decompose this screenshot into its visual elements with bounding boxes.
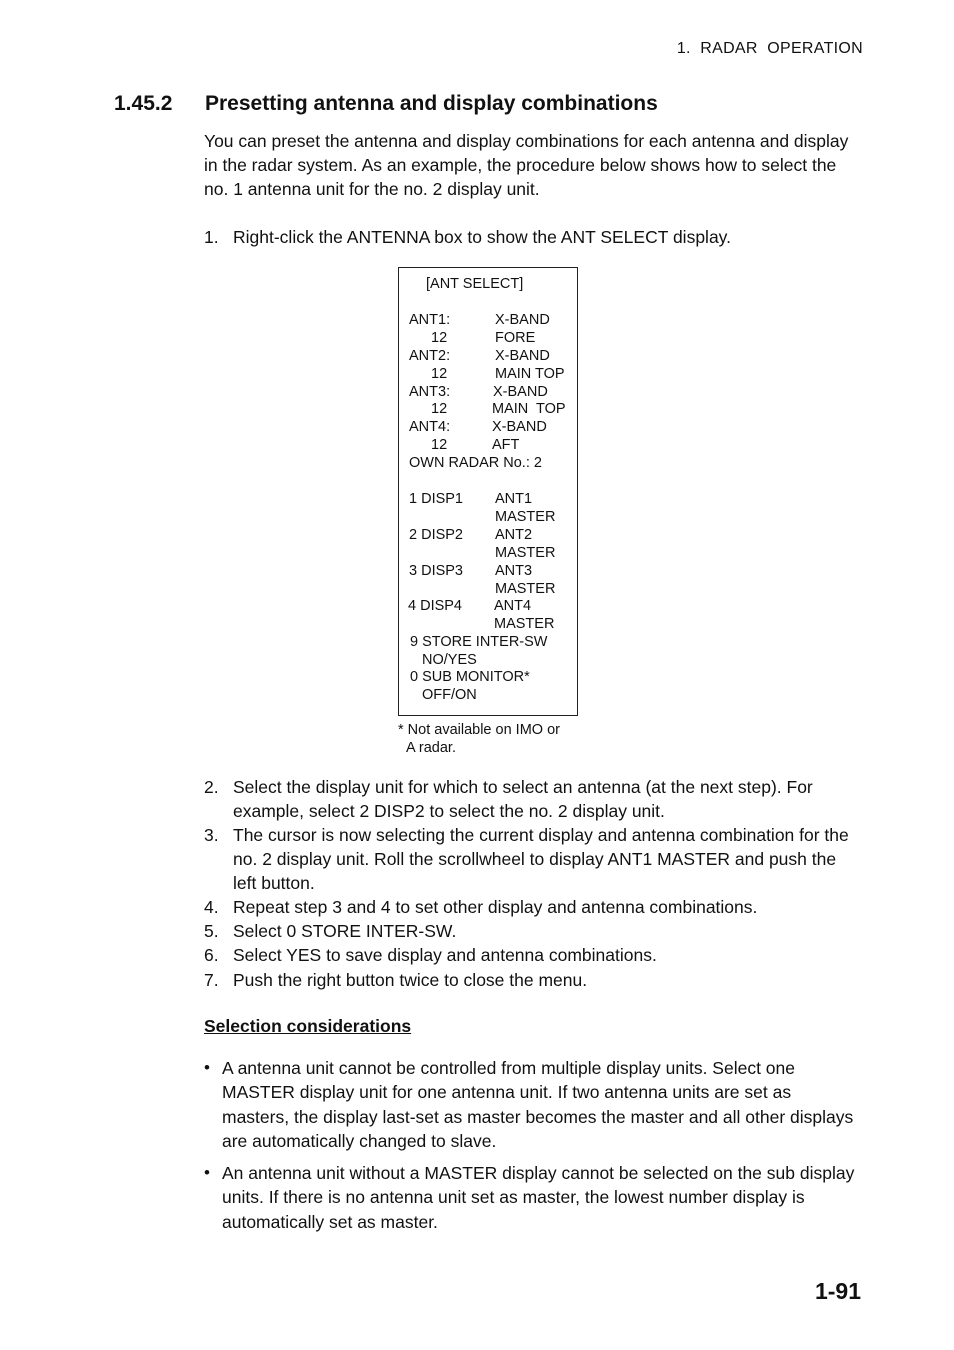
step-text: The cursor is now selecting the current display and antenna combination for the no. 2 display unit. Roll the scrollwheel to display ANT1 MASTER and push the left button. xyxy=(233,825,849,893)
disp4-item[interactable]: 4 DISP4 xyxy=(408,598,462,614)
bullet-symbol: • xyxy=(204,1163,210,1182)
section-number: 1.45.2 xyxy=(114,92,173,115)
bullet-text: A antenna unit cannot be controlled from multiple display units. Select one MASTER display unit for one antenna unit. If two antenna units are set as masters, the display last-set as master becomes the master and all other displays are automatically changed to slave. xyxy=(222,1058,854,1151)
menu-title: [ANT SELECT] xyxy=(426,276,524,292)
step-text: Select the display unit for which to select an antenna (at the next step). For example, select 2 DISP2 to select the no. 2 display unit. xyxy=(233,777,813,821)
step-number: 5. xyxy=(204,921,219,941)
ant4-label: ANT4: xyxy=(409,419,451,435)
step-text: Select 0 STORE INTER-SW. xyxy=(233,921,457,941)
ant1-label: ANT1: xyxy=(409,312,451,328)
disp1-item[interactable]: 1 DISP1 xyxy=(409,491,463,507)
store-options: NO/YES xyxy=(422,652,477,668)
disp3-item[interactable]: 3 DISP3 xyxy=(409,563,463,579)
disp1-role: MASTER xyxy=(495,509,556,525)
disp2-item[interactable]: 2 DISP2 xyxy=(409,527,463,543)
step-number: 3. xyxy=(204,825,219,845)
sub-monitor-options: OFF/ON xyxy=(422,687,477,703)
step-text: Right-click the ANTENNA box to show the ANT SELECT display. xyxy=(233,227,731,247)
sub-monitor-item[interactable]: 0 SUB MONITOR* xyxy=(410,669,530,685)
step-number: 2. xyxy=(204,777,219,797)
disp4-role: MASTER xyxy=(494,616,555,632)
disp2-antenna: ANT2 xyxy=(495,527,533,543)
considerations-heading: Selection considerations xyxy=(204,1016,412,1036)
ant1-location: FORE xyxy=(495,330,536,346)
ant4-band: X-BAND xyxy=(492,419,547,435)
step-text: Push the right button twice to close the menu. xyxy=(233,970,588,990)
ant1-size: 12 xyxy=(431,330,448,346)
step-number: 6. xyxy=(204,945,219,965)
ant2-location: MAIN TOP xyxy=(495,366,565,382)
ant4-location: AFT xyxy=(492,437,520,453)
bullet-symbol: • xyxy=(204,1058,210,1077)
section-intro: You can preset the antenna and display combinations for each antenna and display in the radar system. As an example, the procedure below shows how to select the no. 1 antenna unit for the no. 2 display unit. xyxy=(204,131,849,199)
step-number: 7. xyxy=(204,970,219,990)
ant1-band: X-BAND xyxy=(495,312,550,328)
ant3-size: 12 xyxy=(431,401,448,417)
ant4-size: 12 xyxy=(431,437,448,453)
ant2-label: ANT2: xyxy=(409,348,451,364)
ant3-location: MAIN TOP xyxy=(492,401,566,417)
step-number: 1. xyxy=(204,227,219,247)
ant3-label: ANT3: xyxy=(409,384,451,400)
menu-footnote-line2: A radar. xyxy=(406,740,456,756)
ant3-band: X-BAND xyxy=(493,384,548,400)
disp2-role: MASTER xyxy=(495,545,556,561)
step-number: 4. xyxy=(204,897,219,917)
ant-select-menu xyxy=(398,267,578,716)
ant2-size: 12 xyxy=(431,366,448,382)
running-head: 1. RADAR OPERATION xyxy=(676,40,863,57)
menu-footnote-line1: * Not available on IMO or xyxy=(398,722,560,738)
disp3-antenna: ANT3 xyxy=(495,563,533,579)
store-inter-sw-item[interactable]: 9 STORE INTER-SW xyxy=(410,634,548,650)
page-number: 1-91 xyxy=(814,1278,861,1304)
own-radar-number: OWN RADAR No.: 2 xyxy=(409,455,542,471)
disp3-role: MASTER xyxy=(495,581,556,597)
bullet-text: An antenna unit without a MASTER display cannot be selected on the sub display units. If there is no antenna unit set as master, the lowest number display is automatically set as master. xyxy=(222,1163,855,1232)
section-title: Presetting antenna and display combinations xyxy=(205,92,658,115)
step-text: Select YES to save display and antenna combinations. xyxy=(233,945,657,965)
step-text: Repeat step 3 and 4 to set other display and antenna combinations. xyxy=(233,897,758,917)
disp1-antenna: ANT1 xyxy=(495,491,533,507)
disp4-antenna: ANT4 xyxy=(494,598,532,614)
ant2-band: X-BAND xyxy=(495,348,550,364)
